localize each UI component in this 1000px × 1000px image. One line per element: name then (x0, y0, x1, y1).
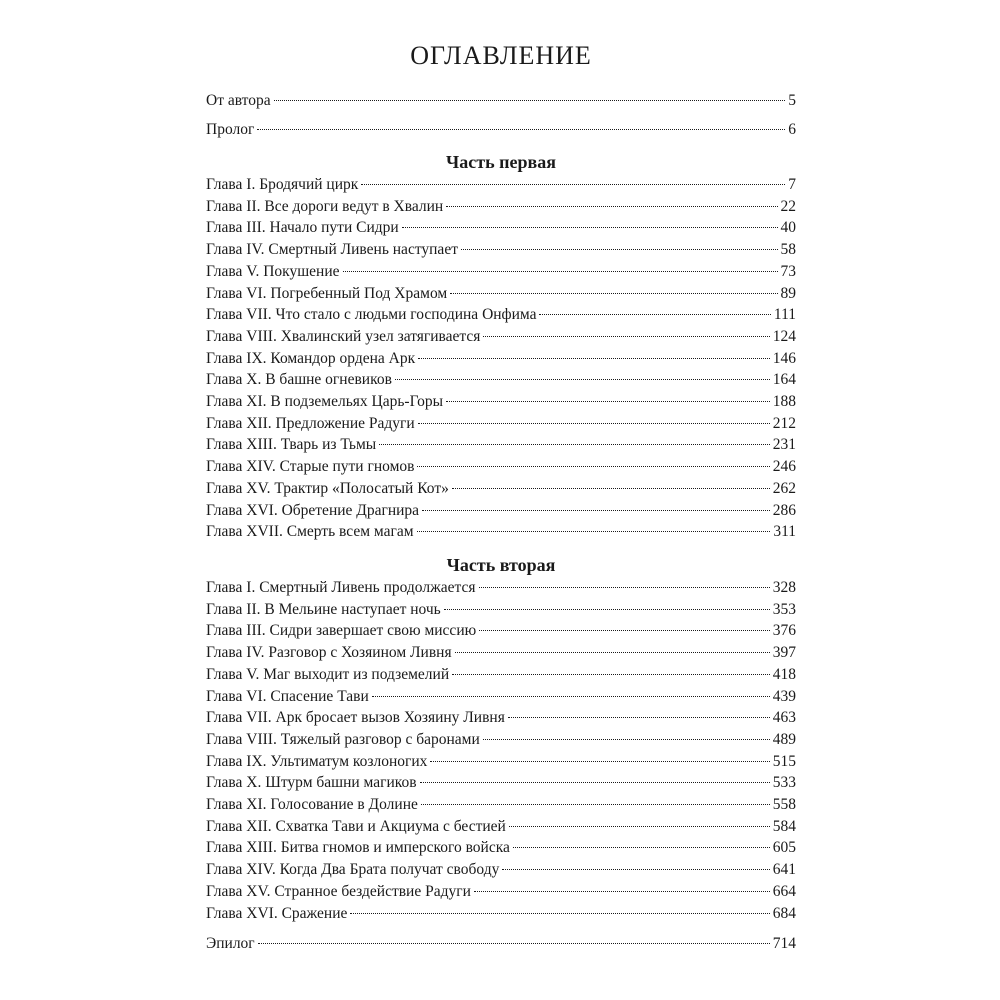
toc-entry-label: Глава XI. В подземельях Царь-Горы (206, 393, 444, 410)
dot-leader (452, 673, 770, 675)
toc-entry-part1-chapter[interactable] (206, 304, 796, 326)
toc-entry-part1-chapter[interactable] (206, 174, 796, 196)
toc-entry-label: Глава XVI. Сражение (206, 904, 348, 922)
toc-entry-part1-chapter[interactable] (206, 369, 796, 391)
toc-entry-page-number: 164 (772, 371, 796, 389)
toc-entry-label: Глава VIII. Тяжелый разговор с баронами (206, 730, 480, 748)
dot-leader (430, 760, 769, 762)
dot-leader (444, 608, 770, 610)
toc-entry-part1-chapter[interactable] (206, 239, 796, 261)
toc-entry-part2-chapter[interactable] (206, 794, 796, 816)
toc-entry-page-number: 5 (788, 92, 796, 109)
dot-leader (361, 183, 785, 185)
toc-entry-label: Глава IV. Разговор с Хозяином Ливня (206, 644, 452, 662)
toc-entry-page-number: 286 (772, 501, 796, 519)
dot-leader (452, 487, 770, 489)
dot-leader (450, 292, 777, 294)
toc-entry-page-number: 418 (772, 665, 796, 683)
toc-entry-part2-chapter[interactable] (206, 599, 796, 621)
toc-entry-label: Глава X. В башне огневиков (206, 371, 392, 389)
dot-leader (483, 738, 770, 740)
toc-entry-label: Пролог (206, 121, 255, 138)
toc-entry-part2-chapter[interactable] (206, 772, 796, 794)
toc-entry-page-number: 40 (780, 219, 796, 237)
toc-entry-page-number: 58 (780, 241, 796, 259)
toc-entry-page-number: 231 (772, 436, 796, 454)
toc-entry-part1-chapter[interactable] (206, 413, 796, 435)
dot-leader (479, 586, 770, 588)
dot-leader (257, 128, 785, 130)
toc-entry-label: Глава I. Бродячий цирк (206, 176, 359, 193)
dot-leader (258, 942, 770, 944)
toc-entry-part1-chapter[interactable] (206, 521, 796, 543)
toc-entry-page-number: 558 (772, 796, 796, 813)
dot-leader (446, 205, 777, 207)
toc-entry-page-number: 73 (780, 262, 796, 280)
toc-entry-label: Глава IV. Смертный Ливень наступает (206, 241, 458, 259)
dot-leader (461, 248, 778, 250)
toc-entry-label: Глава XV. Странное бездействие Радуги (206, 882, 471, 900)
dot-leader (483, 335, 769, 337)
toc-entry-label: Глава XIV. Старые пути гномов (206, 458, 415, 476)
dot-leader (418, 357, 770, 359)
toc-entry-label: Глава VII. Арк бросает вызов Хозяину Ливня (206, 709, 505, 727)
toc-entry-part2-chapter[interactable] (206, 729, 796, 751)
toc-entry-part2-chapter[interactable] (206, 837, 796, 859)
toc-entry-page-number: 684 (772, 904, 796, 922)
toc-entry-label: Глава XIV. Когда Два Брата получат свободу (206, 861, 500, 879)
toc-entry-label: Глава XV. Трактир «Полосатый Кот» (206, 479, 449, 497)
toc-entry-part2-chapter[interactable] (206, 707, 796, 729)
toc-entry-part2-chapter[interactable] (206, 577, 796, 599)
dot-leader (479, 629, 770, 631)
toc-entry-page-number: 439 (772, 687, 796, 705)
toc-entry-label: Глава X. Штурм башни магиков (206, 774, 417, 792)
dot-leader (539, 313, 770, 315)
dot-leader (274, 99, 786, 101)
toc-entry-part2-chapter[interactable] (206, 751, 796, 773)
toc-entry-page-number: 89 (780, 284, 796, 302)
toc-entry-part2-chapter[interactable] (206, 642, 796, 664)
part-two-heading: Часть вторая (446, 555, 556, 575)
dot-leader (513, 846, 770, 848)
dot-leader (474, 890, 770, 892)
page-title: ОГЛАВЛЕНИЕ (410, 41, 592, 70)
toc-entry-author[interactable] (206, 90, 796, 112)
toc-entry-part2-chapter[interactable] (206, 686, 796, 708)
toc-entry-label: Глава V. Маг выходит из подземелий (206, 665, 450, 683)
part-one-heading: Часть первая (446, 152, 556, 172)
dot-leader (446, 400, 770, 402)
toc-entry-page-number: 376 (772, 622, 796, 640)
dot-leader (508, 716, 770, 718)
toc-entry-part2-chapter[interactable] (206, 620, 796, 642)
toc-entry-part1-chapter[interactable] (206, 434, 796, 456)
toc-entry-page-number: 664 (772, 882, 796, 900)
toc-entry-epilogue[interactable] (206, 933, 796, 955)
toc-entry-prologue[interactable] (206, 119, 796, 141)
toc-entry-label: Эпилог (206, 935, 255, 952)
toc-entry-part2-chapter[interactable] (206, 816, 796, 838)
dot-leader (418, 422, 770, 424)
toc-entry-page-number: 605 (772, 839, 796, 857)
dot-leader (402, 226, 778, 228)
toc-entry-page-number: 533 (772, 774, 796, 792)
toc-entry-label: Глава II. Все дороги ведут в Хвалин (206, 197, 444, 215)
toc-entry-label: Глава XVII. Смерть всем магам (206, 523, 414, 541)
toc-entry-label: Глава VII. Что стало с людьми господина Онфима (206, 306, 537, 324)
toc-entry-page-number: 146 (772, 349, 796, 367)
toc-entry-part1-chapter[interactable] (206, 326, 796, 348)
toc-entry-label: Глава I. Смертный Ливень продолжается (206, 579, 476, 596)
toc-entry-label: Глава V. Покушение (206, 262, 340, 280)
toc-entry-page-number: 463 (772, 709, 796, 727)
toc-entry-page-number: 353 (772, 600, 796, 618)
toc-entry-page-number: 7 (788, 176, 796, 193)
dot-leader (343, 270, 778, 272)
toc-entry-part1-chapter[interactable] (206, 478, 796, 500)
toc-entry-part1-chapter[interactable] (206, 348, 796, 370)
toc-entry-page-number: 262 (772, 479, 796, 497)
toc-entry-part1-chapter[interactable] (206, 456, 796, 478)
toc-entry-label: Глава III. Сидри завершает свою миссию (206, 622, 477, 640)
toc-entry-label: Глава XIII. Тварь из Тьмы (206, 436, 377, 454)
toc-entry-part1-chapter[interactable] (206, 196, 796, 218)
toc-entry-label: От автора (206, 92, 271, 109)
toc-entry-page-number: 111 (773, 306, 796, 324)
dot-leader (509, 825, 770, 827)
toc-entry-page-number: 584 (772, 817, 796, 835)
toc-entry-page-number: 22 (780, 197, 796, 215)
toc-entry-page-number: 124 (772, 327, 796, 345)
toc-entry-part2-chapter[interactable] (206, 881, 796, 903)
dot-leader (350, 912, 769, 914)
toc-entry-page-number: 714 (772, 935, 796, 952)
toc-entry-label: Глава XI. Голосование в Долине (206, 796, 418, 813)
dot-leader (417, 465, 769, 467)
toc-entry-part1-chapter[interactable] (206, 261, 796, 283)
toc-entry-part1-chapter[interactable] (206, 217, 796, 239)
toc-entry-page-number: 212 (772, 414, 796, 432)
toc-entry-page-number: 328 (772, 579, 796, 596)
toc-entry-part1-chapter[interactable] (206, 283, 796, 305)
toc-entry-page-number: 641 (772, 861, 796, 879)
toc-entry-label: Глава XIII. Битва гномов и имперского войска (206, 839, 510, 857)
toc-entry-page-number: 188 (772, 393, 796, 410)
dot-leader (455, 651, 770, 653)
toc-entry-page-number: 515 (772, 752, 796, 770)
toc-entry-page-number: 246 (772, 458, 796, 476)
toc-entry-page-number: 6 (788, 121, 796, 138)
toc-entry-part2-chapter[interactable] (206, 664, 796, 686)
dot-leader (420, 781, 770, 783)
dot-leader (502, 868, 769, 870)
toc-entry-label: Глава XII. Схватка Тави и Акциума с бестией (206, 817, 506, 835)
dot-leader (395, 378, 770, 380)
toc-page (206, 0, 796, 1000)
dot-leader (379, 443, 770, 445)
toc-entry-part2-chapter[interactable] (206, 859, 796, 881)
dot-leader (417, 530, 771, 532)
toc-entry-page-number: 397 (772, 644, 796, 662)
toc-entry-part2-chapter[interactable] (206, 903, 796, 925)
toc-entry-label: Глава VI. Погребенный Под Храмом (206, 284, 448, 302)
dot-leader (372, 695, 770, 697)
toc-entry-label: Глава II. В Мельине наступает ночь (206, 600, 441, 618)
toc-entry-part1-chapter[interactable] (206, 500, 796, 522)
toc-entry-page-number: 311 (773, 523, 796, 541)
toc-entry-page-number: 489 (772, 730, 796, 748)
toc-entry-label: Глава IX. Командор ордена Арк (206, 349, 416, 367)
toc-entry-label: Глава XII. Предложение Радуги (206, 414, 415, 432)
toc-entry-label: Глава III. Начало пути Сидри (206, 219, 399, 237)
dot-leader (421, 803, 770, 805)
toc-entry-label: Глава VI. Спасение Тави (206, 687, 369, 705)
toc-entry-part1-chapter[interactable] (206, 391, 796, 413)
toc-entry-label: Глава XVI. Обретение Драгнира (206, 501, 420, 519)
toc-entry-label: Глава IX. Ультиматум козлоногих (206, 752, 428, 770)
dot-leader (422, 509, 770, 511)
toc-entry-label: Глава VIII. Хвалинский узел затягивается (206, 327, 481, 345)
